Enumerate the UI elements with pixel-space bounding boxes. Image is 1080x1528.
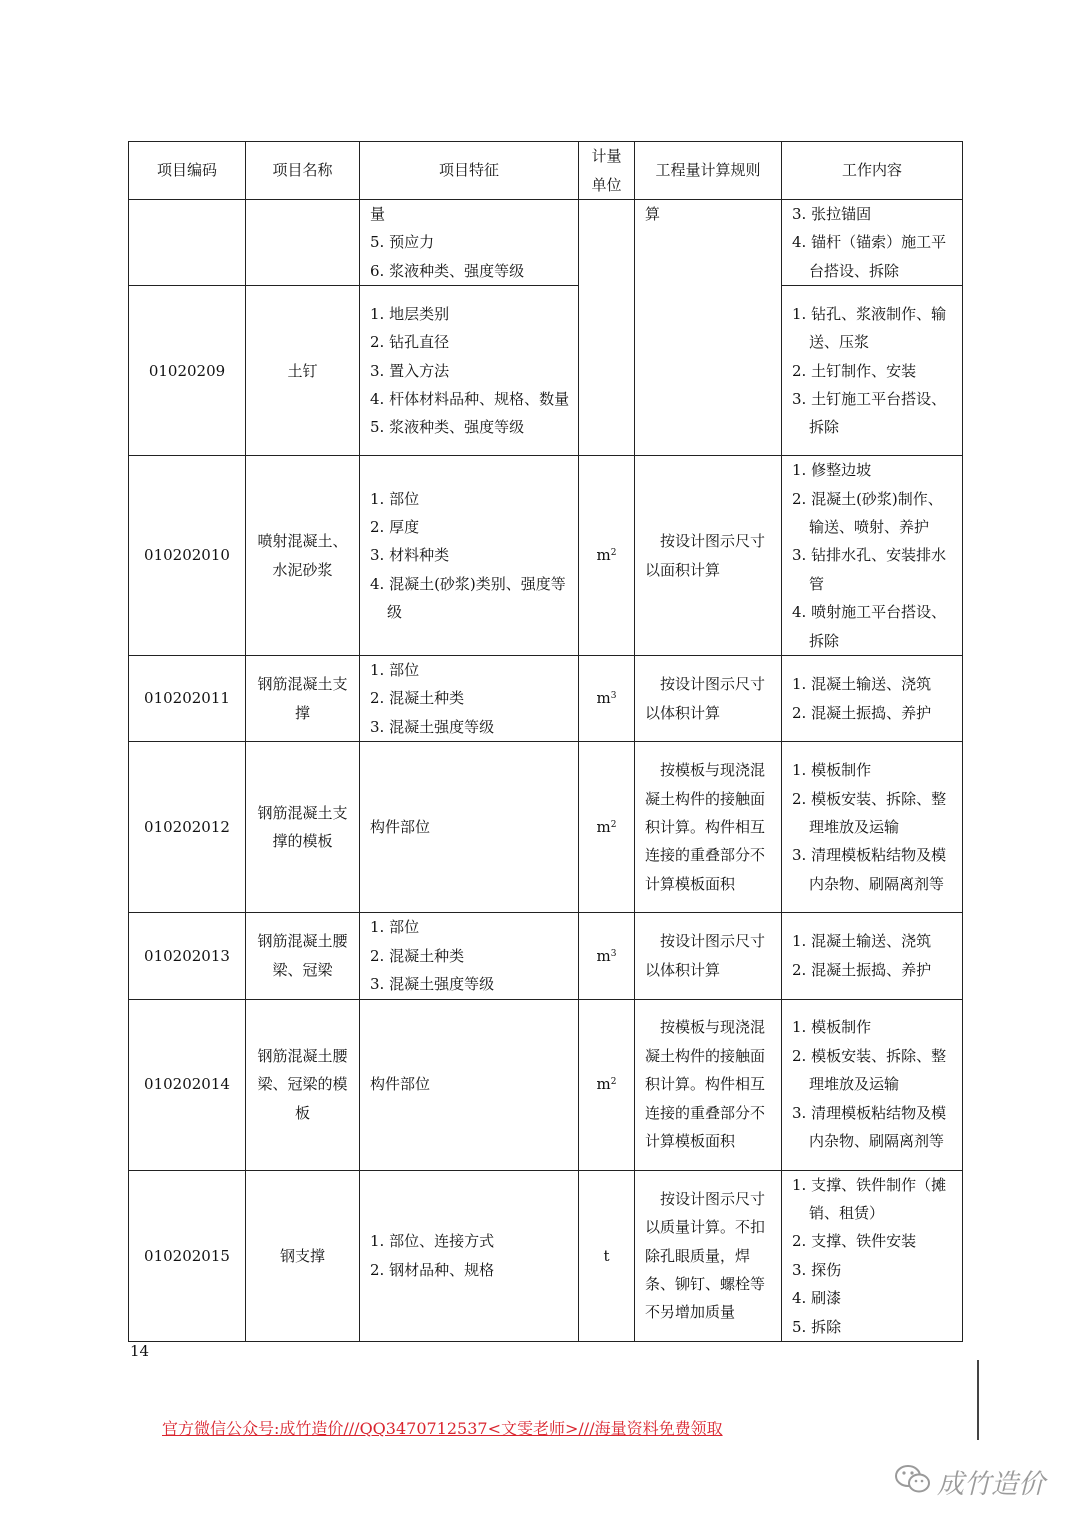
rule-text: 算 (645, 205, 661, 223)
table-row (129, 286, 963, 456)
cell-rule (635, 656, 782, 742)
cell-rule (635, 200, 782, 456)
cell-code: 010202013 (129, 913, 246, 999)
cell-work (782, 656, 963, 742)
unit-base: m (596, 946, 611, 965)
cell-unit (579, 456, 635, 656)
work-item: 2. 模板安装、拆除、整理堆放及运输 (792, 789, 947, 837)
cell-code: 010202011 (129, 656, 246, 742)
cell-unit (579, 742, 635, 913)
margin-divider (977, 1360, 979, 1440)
cell-rule (635, 1170, 782, 1341)
unit-exponent: 2 (610, 820, 617, 831)
work-item: 3. 张拉锚固 (792, 205, 872, 223)
cell-unit (579, 999, 635, 1170)
cell-features (360, 999, 579, 1170)
work-item: 1. 支撑、铁件制作（摊销、租赁） (792, 1175, 947, 1222)
cell-name: 喷射混凝土、水泥砂浆 (246, 456, 360, 656)
cell-features (360, 656, 579, 742)
cell-features (360, 286, 579, 456)
unit-base: m (596, 546, 611, 565)
header-unit-line1: 计量 (591, 147, 622, 166)
table-row (129, 913, 963, 999)
cell-code (129, 200, 246, 286)
unit-base: m (596, 818, 611, 837)
header-code: 项目编码 (129, 142, 246, 200)
rule-text: 按设计图示尺寸以体积计算 (645, 932, 766, 979)
work-item: 3. 探伤 (792, 1260, 842, 1279)
cell-work (782, 200, 963, 286)
feature-item: 3. 混凝土强度等级 (370, 975, 495, 994)
cell-unit (579, 913, 635, 999)
rule-text: 按设计图示尺寸以面积计算 (645, 532, 766, 579)
cell-work (782, 456, 963, 656)
feature-item: 1. 地层类别 (370, 304, 450, 323)
feature-item: 3. 混凝土强度等级 (370, 717, 495, 736)
feature-item: 5. 预应力 (370, 233, 435, 252)
work-item: 3. 清理模板粘结物及模内杂物、刷隔离剂等 (792, 846, 947, 893)
footer-banner-link[interactable]: 官方微信公众号:成竹造价///QQ3470712537<文雯老师>///海量资料免费领取 (162, 1419, 723, 1438)
table-header-row (129, 142, 963, 200)
rule-text: 按设计图示尺寸以质量计算。不扣除孔眼质量，焊条、铆钉、螺栓等不另增加质量 (645, 1189, 766, 1322)
feature-item: 1. 部位、连接方式 (370, 1232, 495, 1251)
unit-base: m (596, 1075, 611, 1094)
cell-work (782, 1170, 963, 1341)
header-unit (579, 142, 635, 200)
work-item: 2. 模板安装、拆除、整理堆放及运输 (792, 1046, 947, 1094)
work-item: 1. 混凝土输送、浇筑 (792, 932, 932, 951)
rule-text: 按设计图示尺寸以体积计算 (645, 675, 766, 722)
unit-exponent: 2 (610, 548, 617, 559)
cell-features (360, 1170, 579, 1341)
table-row (129, 999, 963, 1170)
cell-name: 钢筋混凝土腰梁、冠梁的模板 (246, 999, 360, 1170)
header-rule: 工程量计算规则 (635, 142, 782, 200)
feature-item: 6. 浆液种类、强度等级 (370, 261, 525, 280)
work-item: 4. 喷射施工平台搭设、拆除 (792, 603, 947, 650)
cell-unit: t (579, 1170, 635, 1341)
cell-unit (579, 656, 635, 742)
cell-unit (579, 200, 635, 456)
feature-item: 构件部位 (370, 1075, 431, 1094)
feature-item: 构件部位 (370, 818, 431, 837)
cell-name: 钢筋混凝土支撑的模板 (246, 742, 360, 913)
cell-rule (635, 999, 782, 1170)
feature-item: 1. 部位 (370, 661, 420, 680)
table-row (129, 1170, 963, 1341)
cell-name: 土钉 (246, 286, 360, 456)
cell-work (782, 742, 963, 913)
table-row (129, 742, 963, 913)
cell-rule (635, 742, 782, 913)
work-item: 1. 钻孔、浆液制作、输送、压浆 (792, 304, 947, 352)
cell-features (360, 456, 579, 656)
header-name: 项目名称 (246, 142, 360, 200)
work-item: 1. 模板制作 (792, 1018, 872, 1037)
spec-table (128, 141, 963, 1342)
work-item: 1. 模板制作 (792, 761, 872, 780)
cell-code: 010202014 (129, 999, 246, 1170)
feature-item: 4. 杆体材料品种、规格、数量 (370, 389, 570, 408)
table-row (129, 656, 963, 742)
cell-code: 010202015 (129, 1170, 246, 1341)
cell-code: 01020209 (129, 286, 246, 456)
cell-work (782, 999, 963, 1170)
feature-item: 4. 混凝土(砂浆)类别、强度等级 (370, 574, 566, 622)
cell-name: 钢筋混凝土支撑 (246, 656, 360, 742)
feature-item: 2. 混凝土种类 (370, 689, 465, 708)
unit-base: m (596, 689, 611, 708)
wechat-icon (893, 1463, 933, 1501)
cell-rule (635, 913, 782, 999)
cell-rule (635, 456, 782, 656)
rule-text: 按模板与现浇混凝土构件的接触面积计算。构件相互连接的重叠部分不计算模板面积 (645, 761, 766, 893)
cell-features (360, 742, 579, 913)
work-item: 2. 土钉制作、安装 (792, 361, 917, 380)
unit-exponent: 2 (610, 1077, 617, 1088)
work-item: 3. 土钉施工平台搭设、拆除 (792, 389, 947, 437)
work-item: 4. 锚杆（锚索）施工平台搭设、拆除 (792, 233, 947, 280)
feature-item: 2. 钻孔直径 (370, 333, 450, 352)
header-features: 项目特征 (360, 142, 579, 200)
work-item: 2. 混凝土振捣、养护 (792, 703, 932, 722)
feature-item: 量 (370, 205, 386, 223)
spec-table-container (128, 141, 962, 1342)
work-item: 3. 清理模板粘结物及模内杂物、刷隔离剂等 (792, 1103, 947, 1151)
cell-name (246, 200, 360, 286)
feature-item: 1. 部位 (370, 489, 420, 508)
header-work: 工作内容 (782, 142, 963, 200)
cell-work (782, 286, 963, 456)
feature-item: 1. 部位 (370, 918, 420, 937)
cell-features (360, 913, 579, 999)
feature-item: 2. 厚度 (370, 518, 420, 537)
cell-code: 010202010 (129, 456, 246, 656)
unit-exponent: 3 (610, 948, 617, 959)
feature-item: 3. 置入方法 (370, 361, 450, 380)
feature-item: 2. 钢材品种、规格 (370, 1260, 495, 1279)
feature-item: 2. 混凝土种类 (370, 946, 465, 965)
work-item: 1. 修整边坡 (792, 461, 872, 480)
feature-item: 3. 材料种类 (370, 546, 450, 565)
cell-name: 钢筋混凝土腰梁、冠梁 (246, 913, 360, 999)
cell-work (782, 913, 963, 999)
page-number: 14 (130, 1342, 150, 1360)
table-row (129, 456, 963, 656)
cell-code: 010202012 (129, 742, 246, 913)
work-item: 2. 混凝土(砂浆)制作、输送、喷射、养护 (792, 489, 943, 537)
watermark-text: 成竹造价 (937, 1469, 1045, 1500)
watermark (893, 1462, 1045, 1501)
feature-item: 5. 浆液种类、强度等级 (370, 418, 525, 437)
work-item: 2. 混凝土振捣、养护 (792, 960, 932, 979)
rule-text: 按模板与现浇混凝土构件的接触面积计算。构件相互连接的重叠部分不计算模板面积 (645, 1018, 766, 1151)
work-item: 5. 拆除 (792, 1317, 842, 1336)
cell-name: 钢支撑 (246, 1170, 360, 1341)
work-item: 2. 支撑、铁件安装 (792, 1232, 917, 1251)
cell-features (360, 200, 579, 286)
unit-exponent: 3 (610, 691, 617, 702)
header-unit-line2: 单位 (591, 175, 622, 194)
table-row (129, 200, 963, 286)
work-item: 1. 混凝土输送、浇筑 (792, 675, 932, 694)
work-item: 4. 刷漆 (792, 1289, 842, 1308)
work-item: 3. 钻排水孔、安装排水管 (792, 546, 947, 593)
